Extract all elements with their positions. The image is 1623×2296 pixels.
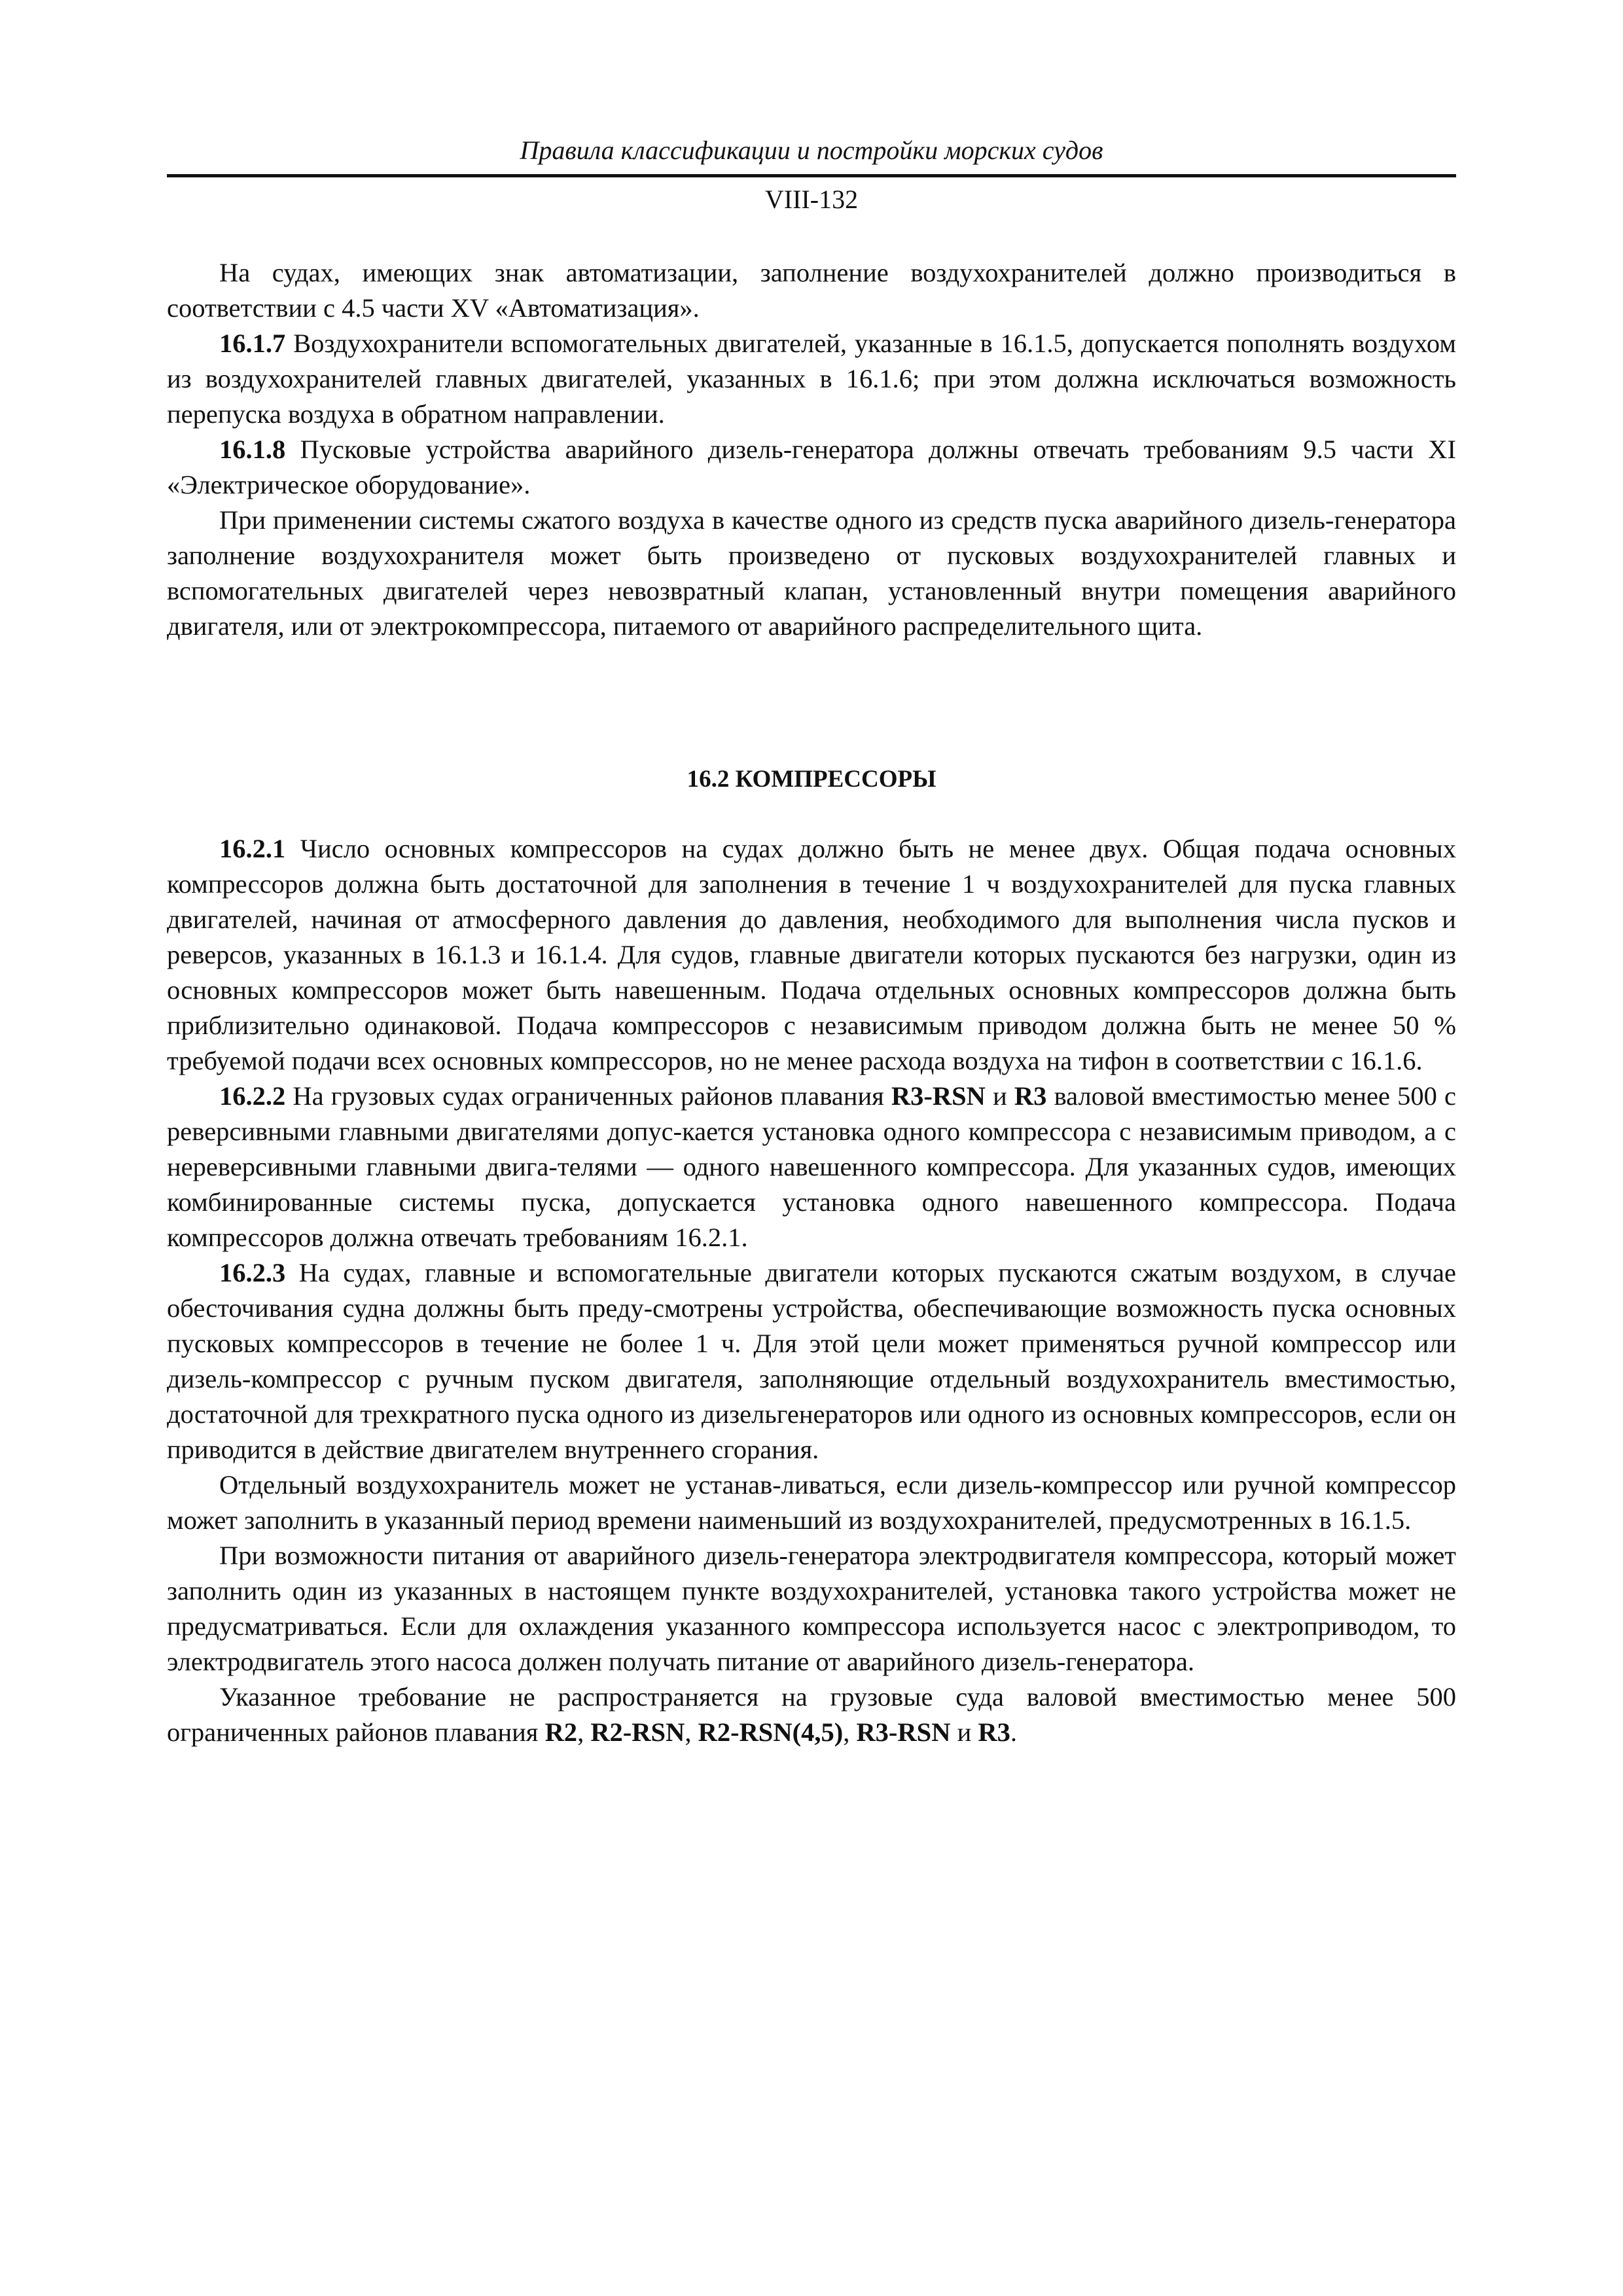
clause-number: 16.1.7	[219, 329, 286, 358]
paragraph-text: Воздухохранители вспомогательных двигателей, указанные в 16.1.5, допускается пополнять воздухом из воздухохранителей главных двигателей, указанных в 16.1.6; при этом должна исключаться возможность перепуска воздуха в обратном направлении.	[167, 329, 1456, 429]
paragraph-16-2-3	[167, 1255, 1456, 1467]
paragraph-text: Число основных компрессоров на судах должно быть не менее двух. Общая подача основных компрессоров должна быть достаточной для заполнения в течение 1 ч воздухохранителей для пуска главных двигателей, начиная от атмосферного давления до давления, необходимого для выполнения числа пусков и реверсов, указанных в 16.1.3 и 16.1.4. Для судов, главные двигатели которых пускаются без нагрузки, один из основных компрессоров может быть навешенным. Подача отдельных основных компрессоров должна быть приблизительно одинаковой. Подача компрессоров с независимым приводом должна быть не менее 50 % требуемой подачи всех основных компрессоров, но не менее расхода воздуха на тифон в соответствии с 16.1.6.	[167, 834, 1456, 1075]
class-notation: R2-RSN(4,5)	[698, 1717, 844, 1747]
paragraph-text: Отдельный воздухохранитель может не устанав-ливаться, если дизель-компрессор или ручной компрессор может заполнить в указанный период времени наименьший из воздухохранителей, предусмотренных в 16.1.5.	[167, 1470, 1456, 1535]
paragraph-text: валовой вместимостью менее 500 с реверсивными главными двигателями допус-кается установка одного компрессора с независимым приводом, а с нереверсивными главными двига-телями — одного навешенного компрессора. Для указанных судов, имеющих комбинированные системы пуска, допускается установка одного навешенного компрессора. Подача компрессоров должна отвечать требованиям 16.2.1.	[167, 1081, 1456, 1252]
paragraph-16-2-1	[167, 831, 1456, 1079]
paragraph-16-2-2	[167, 1079, 1456, 1255]
paragraph-text: При применении системы сжатого воздуха в качестве одного из средств пуска аварийного дизель-генератора заполнение воздухохранителя может быть произведено от пусковых воздухохранителей главных и вспомогательных двигателей через невозвратный клапан, установленный внутри помещения аварийного двигателя, или от электрокомпрессора, питаемого от аварийного распределительного щита.	[167, 505, 1456, 641]
top-text-block	[167, 255, 1456, 644]
class-notation: R3	[1014, 1081, 1047, 1111]
paragraph	[167, 1467, 1456, 1538]
paragraph-text: На судах, главные и вспомогательные двигатели которых пускаются сжатым воздухом, в случае обесточивания судна должны быть преду-смотрены устройства, обеспечивающие возможность пуска основных пусковых компрессоров в течение не более 1 ч. Для этой цели может применяться ручной компрессор или дизель-компрессор с ручным пуском двигателя, заполняющие отдельный воздухохранитель вместимостью, достаточной для трехкратного пуска одного из дизельгенераторов или одного из основных компрессоров, если он приводится в действие двигателем внутреннего сгорания.	[167, 1258, 1456, 1464]
class-notation: R2-RSN	[590, 1717, 685, 1747]
paragraph-text: На судах, имеющих знак автоматизации, заполнение воздухохранителей должно производиться в соответствии с 4.5 части XV «Автоматизация».	[167, 258, 1456, 323]
paragraph	[167, 1538, 1456, 1679]
paragraph-text: Пусковые устройства аварийного дизель-генератора должны отвечать требованиям 9.5 части XI «Электрическое оборудование».	[167, 435, 1456, 499]
bottom-text-block	[167, 831, 1456, 1750]
paragraph	[167, 255, 1456, 326]
clause-number: 16.1.8	[219, 435, 286, 464]
clause-number: 16.2.2	[219, 1081, 286, 1111]
paragraph	[167, 503, 1456, 644]
separator: и	[950, 1717, 978, 1747]
class-notation: R3	[978, 1717, 1010, 1747]
paragraph-text: и	[985, 1081, 1014, 1111]
separator: ,	[843, 1717, 857, 1747]
paragraph-16-1-8	[167, 432, 1456, 503]
separator: ,	[685, 1717, 698, 1747]
paragraph-text: Указанное требование не распространяется на грузовые суда валовой вместимостью менее 500 ограниченных районов плавания	[167, 1682, 1456, 1747]
paragraph	[167, 1679, 1456, 1750]
paragraph-16-1-7	[167, 326, 1456, 432]
class-notation: R2	[544, 1717, 578, 1747]
paragraph-text: При возможности питания от аварийного дизель-генератора электродвигателя компрессора, который может заполнить один из указанных в настоящем пункте воздухохранителей, установка такого устройства может не предусматриваться. Если для охлаждения указанного компрессора используется насос с электроприводом, то электродвигатель этого насоса должен получать питание от аварийного дизель-генератора.	[167, 1541, 1456, 1676]
paragraph-text: На грузовых судах ограниченных районов плавания	[285, 1081, 891, 1111]
class-notation: R3-RSN	[891, 1081, 986, 1111]
running-title: Правила классификации и постройки морских судов	[520, 135, 1103, 165]
page-number: VIII-132	[764, 185, 859, 214]
section-heading: 16.2 КОМПРЕССОРЫ	[687, 766, 936, 793]
header-rule	[167, 174, 1456, 177]
separator: .	[1010, 1717, 1018, 1747]
clause-number: 16.2.3	[219, 1258, 286, 1287]
class-notation: R3-RSN	[856, 1717, 951, 1747]
clause-number: 16.2.1	[219, 834, 286, 863]
separator: ,	[577, 1717, 591, 1747]
